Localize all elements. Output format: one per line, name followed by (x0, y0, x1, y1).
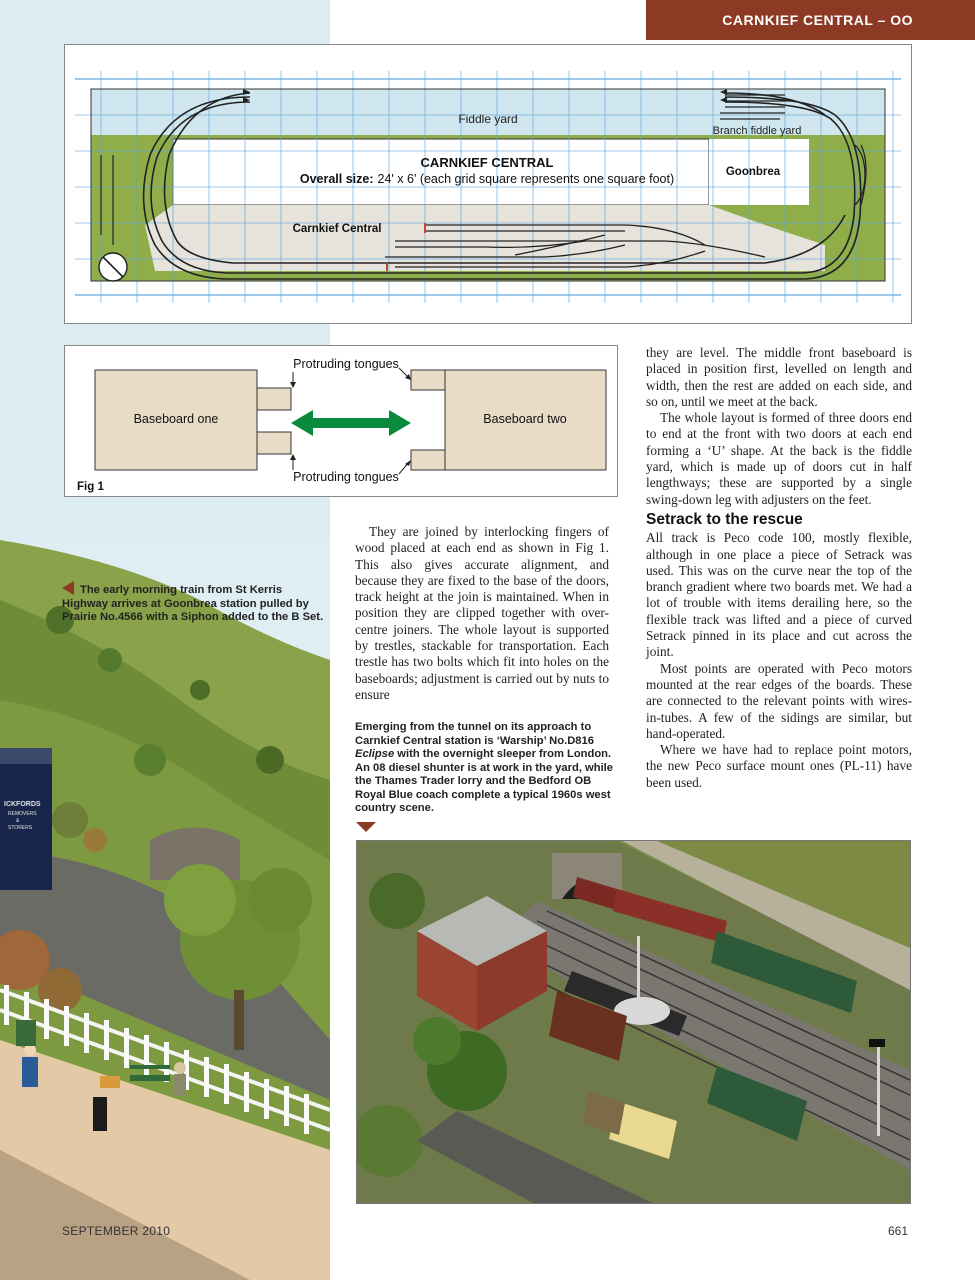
middle-caption-part1: Emerging from the tunnel on its approach to Carnkief Central station is ‘Warship’ No.D816 (355, 721, 594, 747)
layout-plan-svg (65, 45, 911, 323)
col2-paragraph-5: Where we have had to replace point motors, the new Peco surface mount ones (PL-11) have been used. (646, 742, 912, 790)
section-title: CARNKIEF CENTRAL – OO (722, 12, 913, 28)
plan-size-value: 24' x 6' (each grid square represents one square foot) (377, 172, 675, 186)
body-column-2 (646, 345, 912, 791)
branch-fiddle-yard-label: Branch fiddle yard (712, 125, 802, 137)
footer-date: SEPTEMBER 2010 (62, 1224, 171, 1238)
left-caption-text: The early morning train from St Kerris Highway arrives at Goonbrea station pulled by Prairie No.4566 with a Siphon added to the B Set. (62, 584, 324, 623)
van-sign-line2: REMOVERS (8, 811, 37, 817)
goonbrea-label: Goonbrea (725, 166, 781, 178)
carnkief-yard-photo (356, 840, 911, 1204)
col1-paragraph-1: They are joined by interlocking fingers of wood placed at each end as shown in Fig 1. This also gives accurate alignment, and because they are fixed to the base of the doors, track height at the join is maintained. When in position they are clipped together with over-centre joiners. The whole layout is supported by trestles, stackable for transportation. Each trestle has two bolts which fit into holes on the baseboards; adjustment is carried out by nuts to ensure (355, 524, 609, 702)
fig1-baseboard-diagram (64, 345, 618, 497)
van-sign-line4: STORERS (8, 825, 33, 831)
carnkief-central-label: Carnkief Central (292, 223, 382, 235)
left-photo-caption (62, 581, 328, 625)
body-column-1 (355, 524, 609, 703)
caption-arrow-left-icon (62, 581, 74, 595)
van-sign-line3: & (16, 818, 20, 824)
plan-size-label: Overall size: (299, 172, 374, 186)
col2-paragraph-3: All track is Peco code 100, mostly flexible, although in one place a piece of Setrack was used. This was on the curve near the top of the branch gradient where two boards met. We had a lot of trouble with items derailing here, so the flexible track was lifted and a piece of curved Setrack pinned in its place and cut across the joint. (646, 530, 912, 660)
col2-paragraph-1: they are level. The middle front baseboard is placed in position first, levelled on length and width, then the rest are added on each side, and so on, until we meet at the back. (646, 345, 912, 409)
carnkief-yard-image (357, 841, 911, 1204)
baseboard-two-label: Baseboard two (483, 412, 567, 426)
col2-paragraph-4: Most points are operated with Peco motors mounted at the rear edges of the boards. These are connected to the relevant points with wires-in-tubes. A few of the sidings are similar, but hand-operated. (646, 660, 912, 741)
setrack-subheading: Setrack to the rescue (646, 510, 803, 528)
van-sign-line1: ICKFORDS (4, 801, 41, 808)
fig1-label: Fig 1 (77, 481, 104, 493)
col2-paragraph-2: The whole layout is formed of three doors end to end at the front with two doors at each end forming a ‘U’ shape. At the back is the fiddle yard, which is made up of doors cut in half lengthways; these are supported by a single swing-down leg with adjusters on the feet. (646, 410, 912, 507)
fiddle-yard-label: Fiddle yard (458, 112, 518, 126)
fig1-svg (65, 346, 617, 496)
page-number: 661 (888, 1224, 909, 1238)
section-header-tab (646, 0, 975, 40)
plan-title: CARNKIEF CENTRAL (420, 155, 554, 170)
baseboard-one-label: Baseboard one (133, 412, 219, 426)
middle-caption-part2: with the overnight sleeper from London. An 08 diesel shunter is at work in the yard, while the Thames Trader lorry and the Bedford OB Royal Blue coach complete a typical 1960s west country scene. (355, 748, 614, 814)
plan-size-line (300, 172, 674, 186)
tongues-top-label: Protruding tongues (293, 357, 399, 371)
caption-arrow-down-icon (356, 822, 376, 832)
middle-photo-caption (355, 721, 613, 816)
tongues-bottom-label: Protruding tongues (293, 470, 399, 484)
layout-plan-diagram (64, 44, 912, 324)
middle-caption-loco-name: Eclipse (355, 748, 395, 760)
